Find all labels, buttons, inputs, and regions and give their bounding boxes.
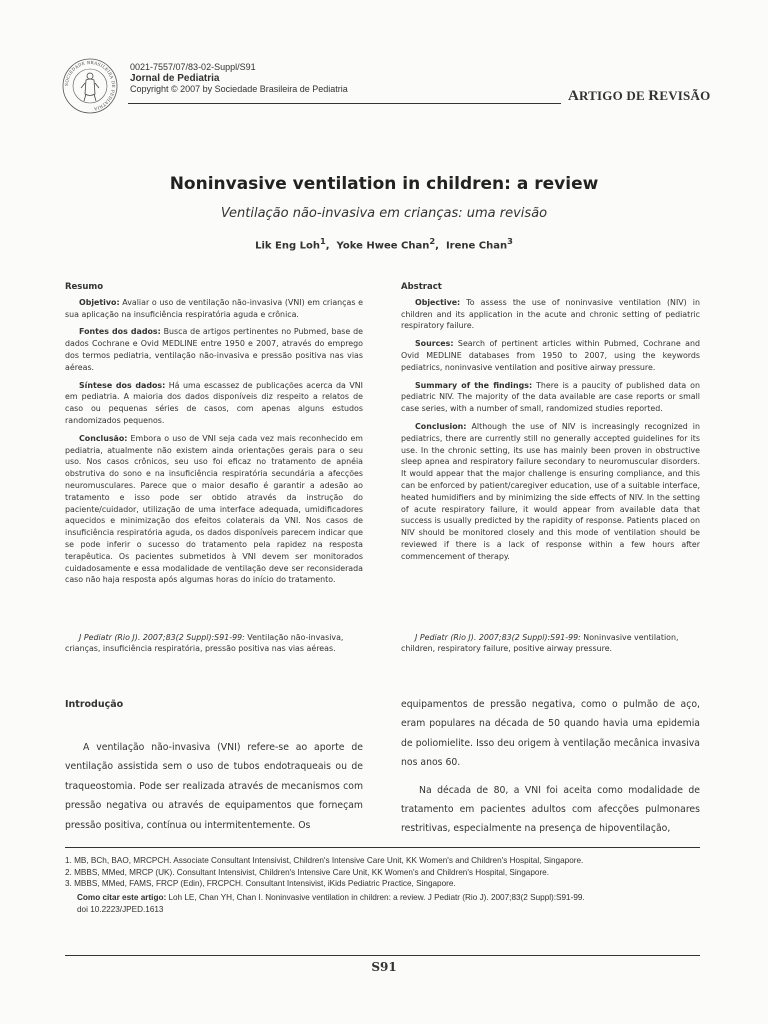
- abstract-section: [401, 282, 700, 569]
- resumo-keywords: [65, 632, 363, 654]
- paragraph-label: Síntese dos dados:: [79, 380, 166, 390]
- resumo-section: [65, 282, 363, 592]
- abstract-paragraph: [401, 338, 700, 373]
- footnotes: [65, 855, 705, 916]
- header-divider: [128, 103, 561, 104]
- author-name: Yoke Hwee Chan: [336, 240, 430, 252]
- abstract-paragraph: [401, 421, 700, 563]
- resumo-paragraph: [65, 297, 363, 321]
- body-column-right: [401, 695, 700, 839]
- author-name: Irene Chan: [445, 240, 508, 252]
- body-column-left: [65, 738, 363, 835]
- resumo-heading: Resumo: [65, 282, 104, 292]
- keywords-citation: J Pediatr (Rio J). 2007;83(2 Suppl):S91-99:: [79, 633, 245, 642]
- author-affiliation-mark: 1: [319, 236, 326, 246]
- logo-ring-text: SOCIEDADE BRASILEIRA DE PEDIATRIA: [63, 59, 117, 112]
- intro-heading: Introdução: [65, 699, 124, 710]
- author-affiliation-mark: 3: [507, 236, 513, 246]
- section-initial-2: R: [648, 88, 660, 104]
- abstract-heading: Abstract: [401, 282, 442, 292]
- svg-text:SOCIEDADE BRASILEIRA DE PEDIAT: [64, 60, 116, 112]
- paragraph-label: Conclusion:: [415, 421, 467, 431]
- section-text-1: RTIGO DE: [579, 88, 649, 103]
- body-paragraph: Na década de 80, a VNI foi aceita como modalidade de tratamento em pacientes adultos com afecções pulmonares restritivas, especialmente na presença de hipoventilação,: [401, 784, 700, 835]
- abstract-paragraph: [401, 380, 700, 415]
- footnote: 2. MBBS, MMed, MRCP (UK). Consultant Intensivist, Children's Intensive Care Unit, KK Women's and Children's Hospital, Singapore.: [65, 867, 550, 877]
- article-subtitle: Ventilação não-invasiva em crianças: uma revisão: [220, 206, 548, 221]
- paragraph-label: Conclusão:: [79, 433, 128, 443]
- journal-code: 0021-7557/07/83-02-Suppl/S91: [130, 62, 256, 72]
- paragraph-text: Although the use of NIV is increasingly recognized in pediatrics, there are currently still no generally accepted guidelines for its use. In the chronic setting, its use has mainly been proven in obstructive sleep apnea and respiratory failure secondary to neuromuscular disorders. It would appear that the major challenge is ensuring compliance, and this can be enforced by patient/caregiver education, use of a suitable interface, heated humidifiers and by minimizing the side effects of NIV. In the setting of acute respiratory failure, it would appear from available data that success is usually predicted by the rapidity of response. Patients placed on NIV should be monitored closely and this mode of ventilation should be reviewed if there is a lack of response within a few hours after commencement of therapy.: [401, 421, 700, 561]
- footnote: 3. MBBS, MMed, FAMS, FRCP (Edin), FRCPCH. Consultant Intensivist, iKids Pediatric Practice, Singapore.: [65, 879, 456, 889]
- paragraph-text: Há uma escassez de publicações acerca da VNI em pediatria. A maioria dos dados disponíveis diz respeito a relatos de caso ou pequenas séries de casos, com apenas alguns estudos randomizados pequenos.: [65, 380, 363, 425]
- section-text-2: EVISÃO: [659, 88, 711, 103]
- citation-text: Loh LE, Chan YH, Chan I. Noninvasive ventilation in children: a review. J Pediatr (Rio J). 2007;83(2 Suppl):S91-99.: [166, 892, 585, 902]
- author-affiliation-mark: 2: [429, 236, 436, 246]
- paragraph-text: There is a paucity of published data on pediatric NIV. The majority of the data available are case reports or small case series, with a number of small, randomized studies reported.: [401, 380, 700, 414]
- keywords-citation: J Pediatr (Rio J). 2007;83(2 Suppl):S91-99:: [415, 633, 581, 642]
- page-number: S91: [371, 960, 397, 974]
- footnote: 1. MB, BCh, BAO, MRCPCH. Associate Consultant Intensivist, Children's Intensive Care Unit, KK Women's and Children's Hospital, Singapore.: [65, 856, 584, 865]
- citation-label: Como citar este artigo:: [77, 892, 167, 902]
- abstract-keywords: [401, 632, 700, 654]
- paragraph-label: Fontes dos dados:: [79, 327, 161, 337]
- article-title: Noninvasive ventilation in children: a review: [169, 174, 599, 194]
- footnote-divider: [65, 847, 700, 848]
- paragraph-label: Sources:: [415, 339, 454, 349]
- keywords-text: Ventilação não-invasiva, crianças, insuficiência respiratória, pressão positiva nas vias aéreas.: [65, 633, 344, 653]
- doi: doi 10.2223/JPED.1613: [77, 905, 164, 915]
- society-seal-logo: [62, 58, 118, 114]
- journal-header: [130, 62, 348, 95]
- abstract-paragraph: [401, 297, 700, 332]
- copyright-line: Copyright © 2007 by Sociedade Brasileira de Pediatria: [130, 84, 348, 94]
- body-paragraph: A ventilação não-invasiva (VNI) refere-se ao aporte de ventilação assistida sem o uso de tubos endotraqueais ou de traqueostomia. Pode ser realizada através de mecanismos com pressão negativa ou através de equipamentos que forneçam pressão positiva, contínua ou intermitentemente. Os: [65, 742, 363, 831]
- body-paragraph-continued: equipamentos de pressão negativa, como o pulmão de aço, eram populares na década de 50 quando havia uma epidemia de poliomielite. Isso deu origem à ventilação mecânica invasiva nos anos 60.: [401, 699, 700, 769]
- keywords-text: Noninvasive ventilation, children, respiratory failure, positive airway pressure.: [401, 633, 679, 653]
- journal-name: Jornal de Pediatria: [130, 73, 220, 84]
- section-label: [568, 88, 710, 105]
- paragraph-label: Objetivo:: [79, 297, 120, 307]
- paragraph-text: Embora o uso de VNI seja cada vez mais reconhecido em pediatria, atualmente não existem ainda orientações gerais para o seu uso. Nos casos crônicos, seu uso foi eficaz no tratamento de apnéia obstrutiva do sono e na insuficiência respiratória secundária a afecções neuromusculares. Parece que o maior desafio é garantir a adesão ao tratamento e isso pode ser obtido através da instrução do paciente/cuidador, utilização de uma interface adequada, umidificadores aquecidos e minimização dos efeitos colaterais da VNI. Nos casos de insuficiência respiratória aguda, os dados disponíveis parecem indicar que se pode inferir o sucesso do tratamento pela rapidez na resposta terapêutica. Os pacientes submetidos à VNI devem ser monitorados cuidadosamente e essa modalidade de ventilação deve ser reconsiderada caso não haja resposta após algumas horas do início do tratamento.: [65, 433, 363, 585]
- paragraph-text: To assess the use of noninvasive ventilation (NIV) in children and its application in the acute and chronic setting of pediatric respiratory failure.: [401, 297, 700, 331]
- paragraph-text: Busca de artigos pertinentes no Pubmed, base de dados Cochrane e Ovid MEDLINE entre 1950 e 2007, através do emprego dos termos pediatria, ventilação não-invasiva e pressão positiva nas vias aéreas.: [65, 327, 363, 372]
- resumo-paragraph: [65, 326, 363, 373]
- author-name: Lik Eng Loh: [255, 240, 320, 252]
- author-list: Lik Eng Loh$^1$, Yoke Hwee Chan$^2$, Irene Chan$^3$: [255, 236, 513, 252]
- page-footer-divider: [65, 955, 700, 956]
- citation-note: [77, 892, 705, 904]
- paragraph-label: Summary of the findings:: [415, 380, 533, 390]
- resumo-paragraph: [65, 380, 363, 427]
- paragraph-text: Search of pertinent articles within Pubmed, Cochrane and Ovid MEDLINE databases from 1950 to 2007, using the keywords pediatrics, noninvasive ventilation and positive airway pressure.: [401, 339, 700, 372]
- paragraph-label: Objective:: [415, 297, 461, 307]
- section-initial-1: A: [568, 88, 580, 104]
- paragraph-text: Avaliar o uso de ventilação não-invasiva (VNI) em crianças e sua aplicação na insuficiência respiratória aguda e crônica.: [65, 297, 363, 319]
- resumo-paragraph: [65, 433, 363, 586]
